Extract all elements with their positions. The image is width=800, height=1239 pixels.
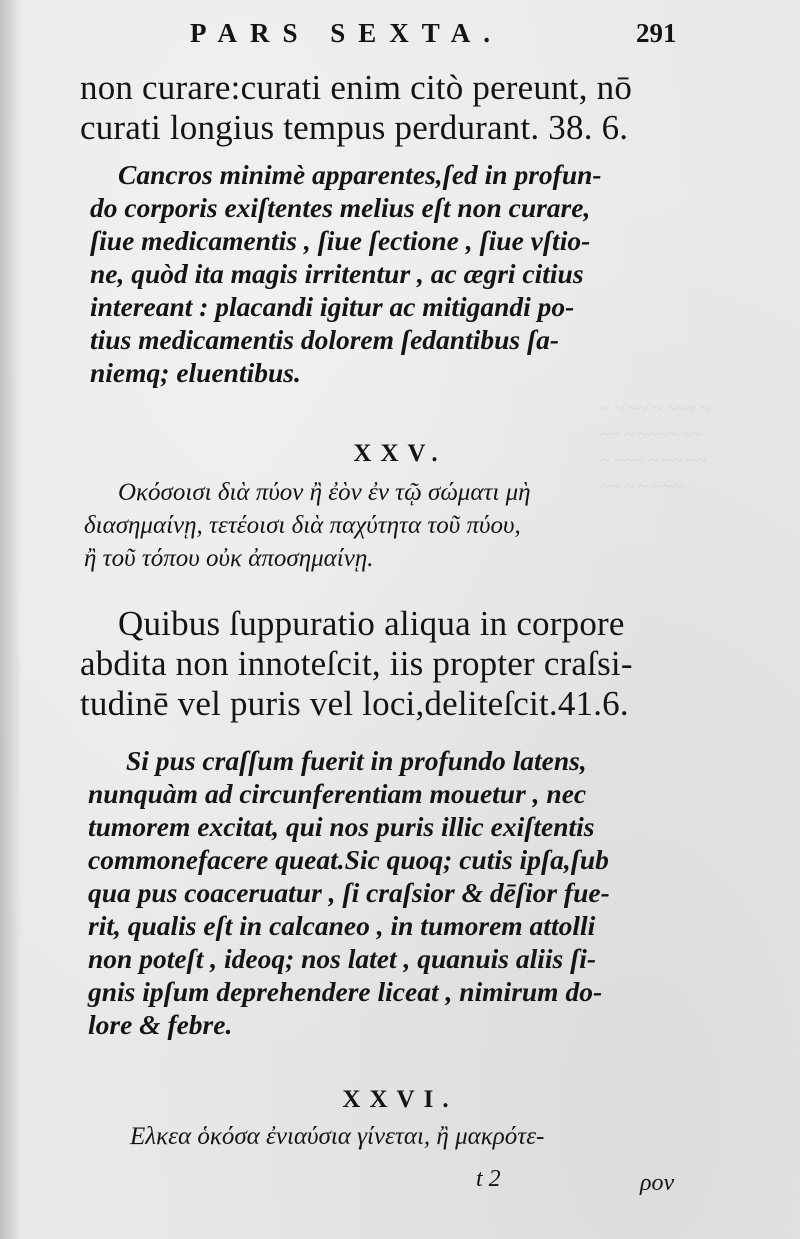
greek-aphorism-1 bbox=[84, 476, 689, 575]
signature-mark: t 2 bbox=[476, 1166, 501, 1192]
text-line: qua pus coaceruatur , ſi craſsior & dēſior fue- bbox=[88, 877, 610, 908]
text-line: niemq; eluentibus. bbox=[90, 357, 301, 388]
text-line: abdita non innoteſcit, iis propter craſsi- bbox=[80, 644, 633, 683]
text-line: Οκόσοισι διὰ πύον ἢ ἐὸν ἐν τῷ σώματι μὴ bbox=[118, 479, 531, 506]
paragraph-commentary-1 bbox=[90, 158, 695, 389]
text-line: do corporis exiſtentes melius eſt non curare, bbox=[90, 192, 591, 223]
text-line: tumorem excitat, qui nos puris illic exiſtentis bbox=[88, 811, 595, 842]
text-line: διασημαίνῃ, τετέοισι διὰ παχύτητα τοῦ πύου, bbox=[84, 512, 521, 539]
greek-aphorism-2 bbox=[100, 1120, 705, 1153]
text-line: lore & febre. bbox=[88, 1009, 233, 1040]
section-heading-xxv: XXV. bbox=[353, 440, 447, 467]
text-line: Si pus craſſum fuerit in profundo latens, bbox=[126, 745, 587, 776]
paragraph-roman-2 bbox=[80, 604, 685, 724]
running-head-title: PARS SEXTA. bbox=[190, 18, 504, 48]
text-line: curati longius tempus perdurant. 38. 6. bbox=[80, 108, 629, 147]
text-line: Ελκεα ὁκόσα ἐνιαύσια γίνεται, ἢ μακρότε- bbox=[130, 1123, 545, 1150]
text-line: intereant : placandi igitur ac mitigandi po- bbox=[90, 291, 575, 322]
text-line: ſiue medicamentis , ſiue ſectione , ſiue vſtio- bbox=[90, 225, 591, 256]
text-line: Quibus ſuppuratio aliqua in corpore bbox=[118, 604, 625, 643]
running-head bbox=[0, 14, 800, 54]
catchword: ρον bbox=[640, 1170, 675, 1196]
text-line: commonefacere queat.Sic quoq; cutis ipſa,ſub bbox=[88, 844, 609, 875]
text-line: ἢ τοῦ τόπου οὐκ ἀποσημαίνῃ. bbox=[84, 545, 374, 572]
text-line: tius medicamentis dolorem ſedantibus ſa- bbox=[90, 324, 560, 355]
text-line: non curare:curati enim citò pereunt, nō bbox=[80, 68, 633, 107]
section-heading-xxvi: XXVI. bbox=[342, 1086, 458, 1113]
text-line: ne, quòd ita magis irritentur , ac ægri citius bbox=[90, 258, 584, 289]
paragraph-roman-1 bbox=[80, 68, 685, 148]
show-through-bleed: ~ ~ ~~ ~ ~~~ ~ ~~ ~ ~~~~ ~~ ~ ~~~ ~ ~~ ~~ ~~ ~ ~ ~~~ bbox=[600, 398, 711, 496]
text-line: non poteſt , ideoq; nos latet , quanuis aliis ſi- bbox=[88, 943, 597, 974]
text-line: gnis ipſum deprehendere liceat , nimirum do- bbox=[88, 976, 603, 1007]
page-edge-shadow bbox=[0, 0, 22, 1239]
paragraph-commentary-2 bbox=[88, 744, 693, 1041]
text-line: rit, qualis eſt in calcaneo , in tumorem attolli bbox=[88, 910, 596, 941]
text-line: Cancros minimè apparentes,ſed in profun- bbox=[118, 159, 602, 190]
text-line: tudinē vel puris vel loci,deliteſcit.41.6. bbox=[80, 684, 629, 723]
text-line: nunquàm ad circunferentiam mouetur , nec bbox=[88, 778, 587, 809]
page-number: 291 bbox=[636, 18, 677, 48]
